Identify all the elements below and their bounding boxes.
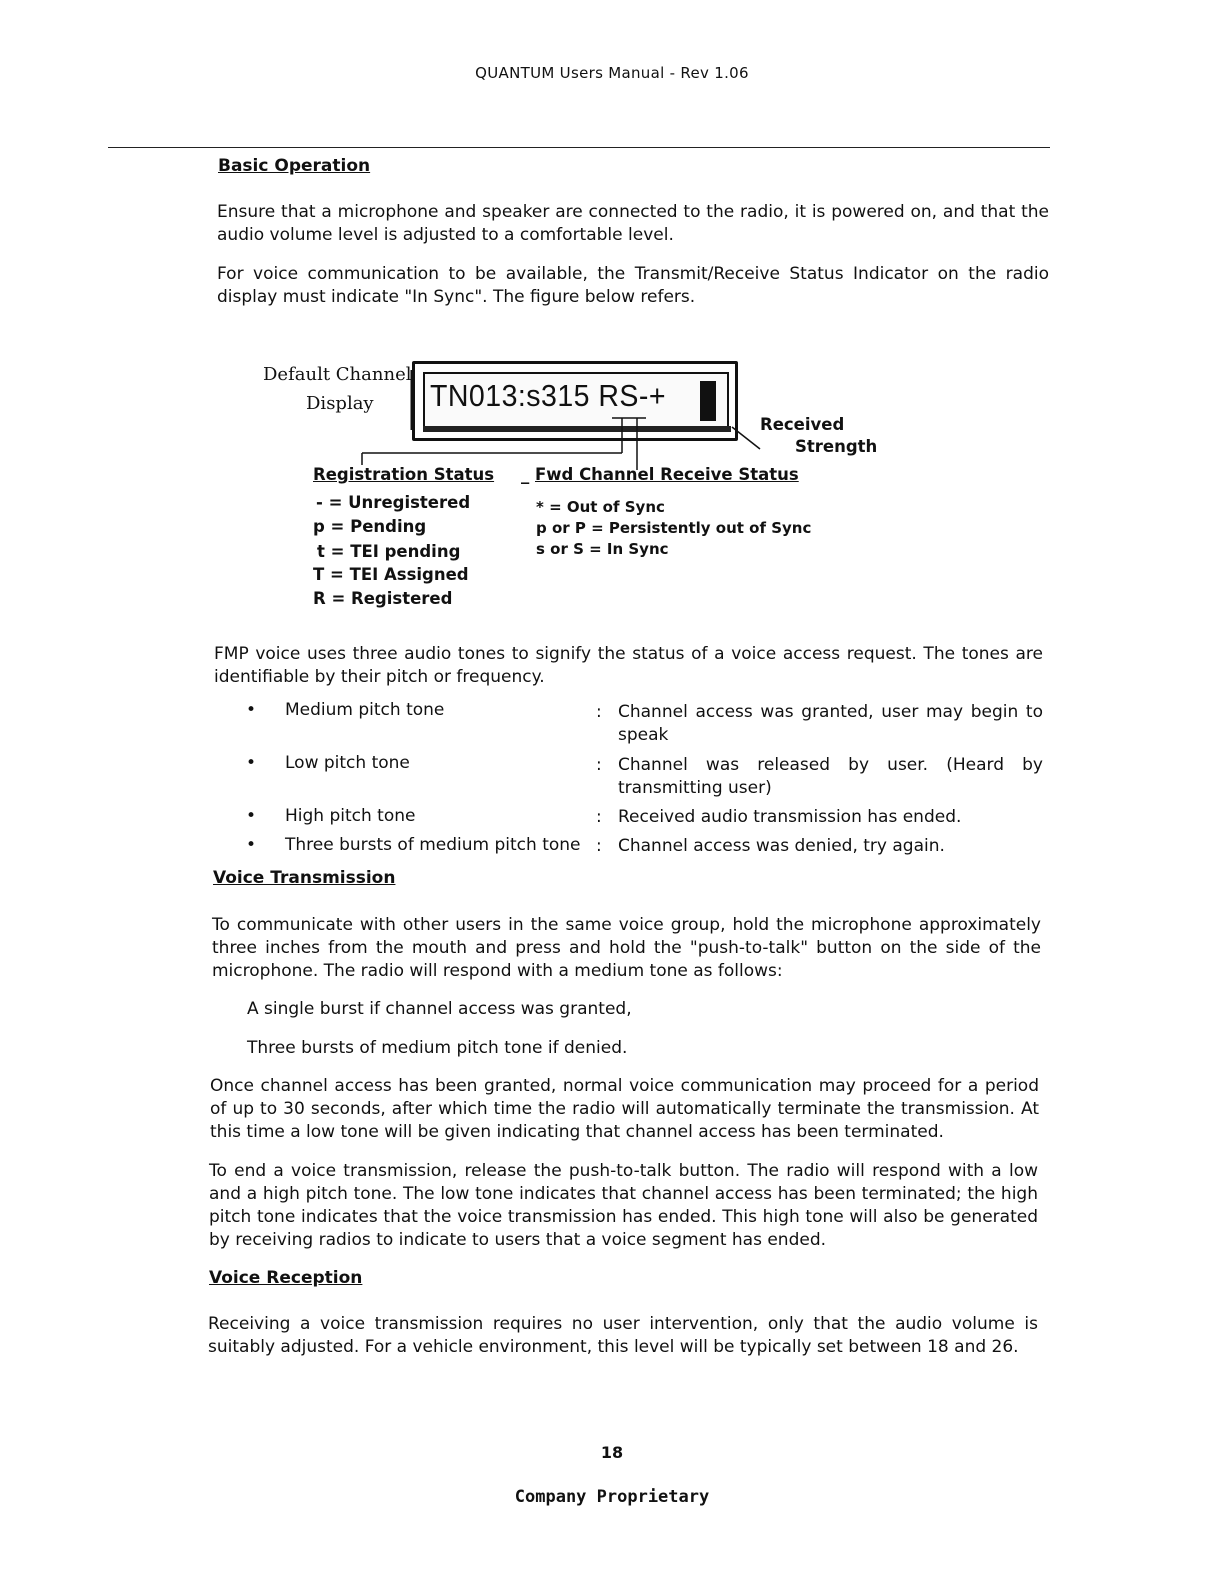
reg-item: T = TEI Assigned [313, 565, 469, 584]
basic-operation-heading: Basic Operation [218, 156, 371, 176]
tone-description: Received audio transmission has ended. [618, 807, 962, 827]
display-label: Display [306, 393, 374, 414]
voice-transmission-heading: Voice Transmission [213, 868, 396, 888]
tone-colon: : [596, 836, 602, 856]
bullet: • [246, 753, 257, 773]
fwd-dash: _ [521, 465, 530, 484]
tone-description: Channel was released by user. (Heard by transmitting user) [618, 755, 1043, 798]
fwd-channel-heading: Fwd Channel Receive Status [535, 465, 799, 484]
tx-paragraph-3: To end a voice transmission, release the push-to-talk button. The radio will respond with a low and a high pitch tone. The low tone indicates that channel access has been terminated; the high pitch tone indicates that the voice transmission has ended. This high tone will also be generated by receiving radios to indicate to users that a voice segment has ended. [209, 1161, 1038, 1250]
received-label: Received [760, 415, 845, 434]
tone-description: Channel access was denied, try again. [618, 836, 945, 856]
reg-item: - = Unregistered [316, 493, 471, 512]
tone-name: High pitch tone [285, 806, 416, 826]
strength-label: Strength [795, 437, 878, 456]
default-channel-label: Default Channel [263, 364, 412, 385]
tone-colon: : [596, 807, 602, 827]
tx-indent-line-1: A single burst if channel access was granted, [247, 999, 632, 1019]
page-header: QUANTUM Users Manual - Rev 1.06 [475, 64, 749, 82]
tone-name: Three bursts of medium pitch tone [285, 835, 581, 855]
tone-description: Channel access was granted, user may begin to speak [618, 702, 1043, 745]
tone-name: Medium pitch tone [285, 700, 445, 720]
fwd-item: p or P = Persistently out of Sync [536, 519, 812, 537]
bullet: • [246, 700, 257, 720]
reg-item: t = TEI pending [317, 542, 461, 561]
tone-colon: : [596, 702, 602, 722]
reg-item: p = Pending [313, 517, 427, 536]
voice-reception-heading: Voice Reception [209, 1268, 363, 1288]
footer-text: Company Proprietary [514, 1487, 710, 1507]
tx-paragraph-2: Once channel access has been granted, normal voice communication may proceed for a period of up to 30 seconds, after which time the radio will automatically terminate the transmission. At this time a low tone will be given indicating that channel access has been terminated. [210, 1076, 1039, 1142]
fwd-item: * = Out of Sync [536, 498, 665, 516]
basic-paragraph-1: Ensure that a microphone and speaker are connected to the radio, it is powered on, and that the audio volume level is adjusted to a comfortable level. [217, 202, 1049, 245]
fwd-item: s or S = In Sync [536, 540, 669, 558]
rx-paragraph: Receiving a voice transmission requires no user intervention, only that the audio volume is suitably adjusted. For a vehicle environment, this level will be typically set between 18 and 26. [208, 1314, 1038, 1357]
tone-name: Low pitch tone [285, 753, 410, 773]
tones-intro: FMP voice uses three audio tones to signify the status of a voice access request. The tones are identifiable by their pitch or frequency. [214, 644, 1043, 687]
reg-item: R = Registered [313, 589, 453, 608]
bullet: • [246, 806, 257, 826]
page-number: 18 [600, 1443, 624, 1462]
tx-indent-line-2: Three bursts of medium pitch tone if denied. [247, 1038, 628, 1058]
registration-status-heading: Registration Status [313, 465, 495, 484]
basic-paragraph-2: For voice communication to be available, the Transmit/Receive Status Indicator on the radio display must indicate "In Sync". The figure below refers. [217, 264, 1049, 307]
lcd-readout: TN013:s315 RS-+ [430, 378, 666, 413]
tone-colon: : [596, 755, 602, 775]
tx-paragraph-1: To communicate with other users in the same voice group, hold the microphone approximately three inches from the mouth and press and hold the "push-to-talk" button on the side of the microphone. The radio will respond with a medium tone as follows: [212, 915, 1041, 981]
bullet: • [246, 835, 257, 855]
